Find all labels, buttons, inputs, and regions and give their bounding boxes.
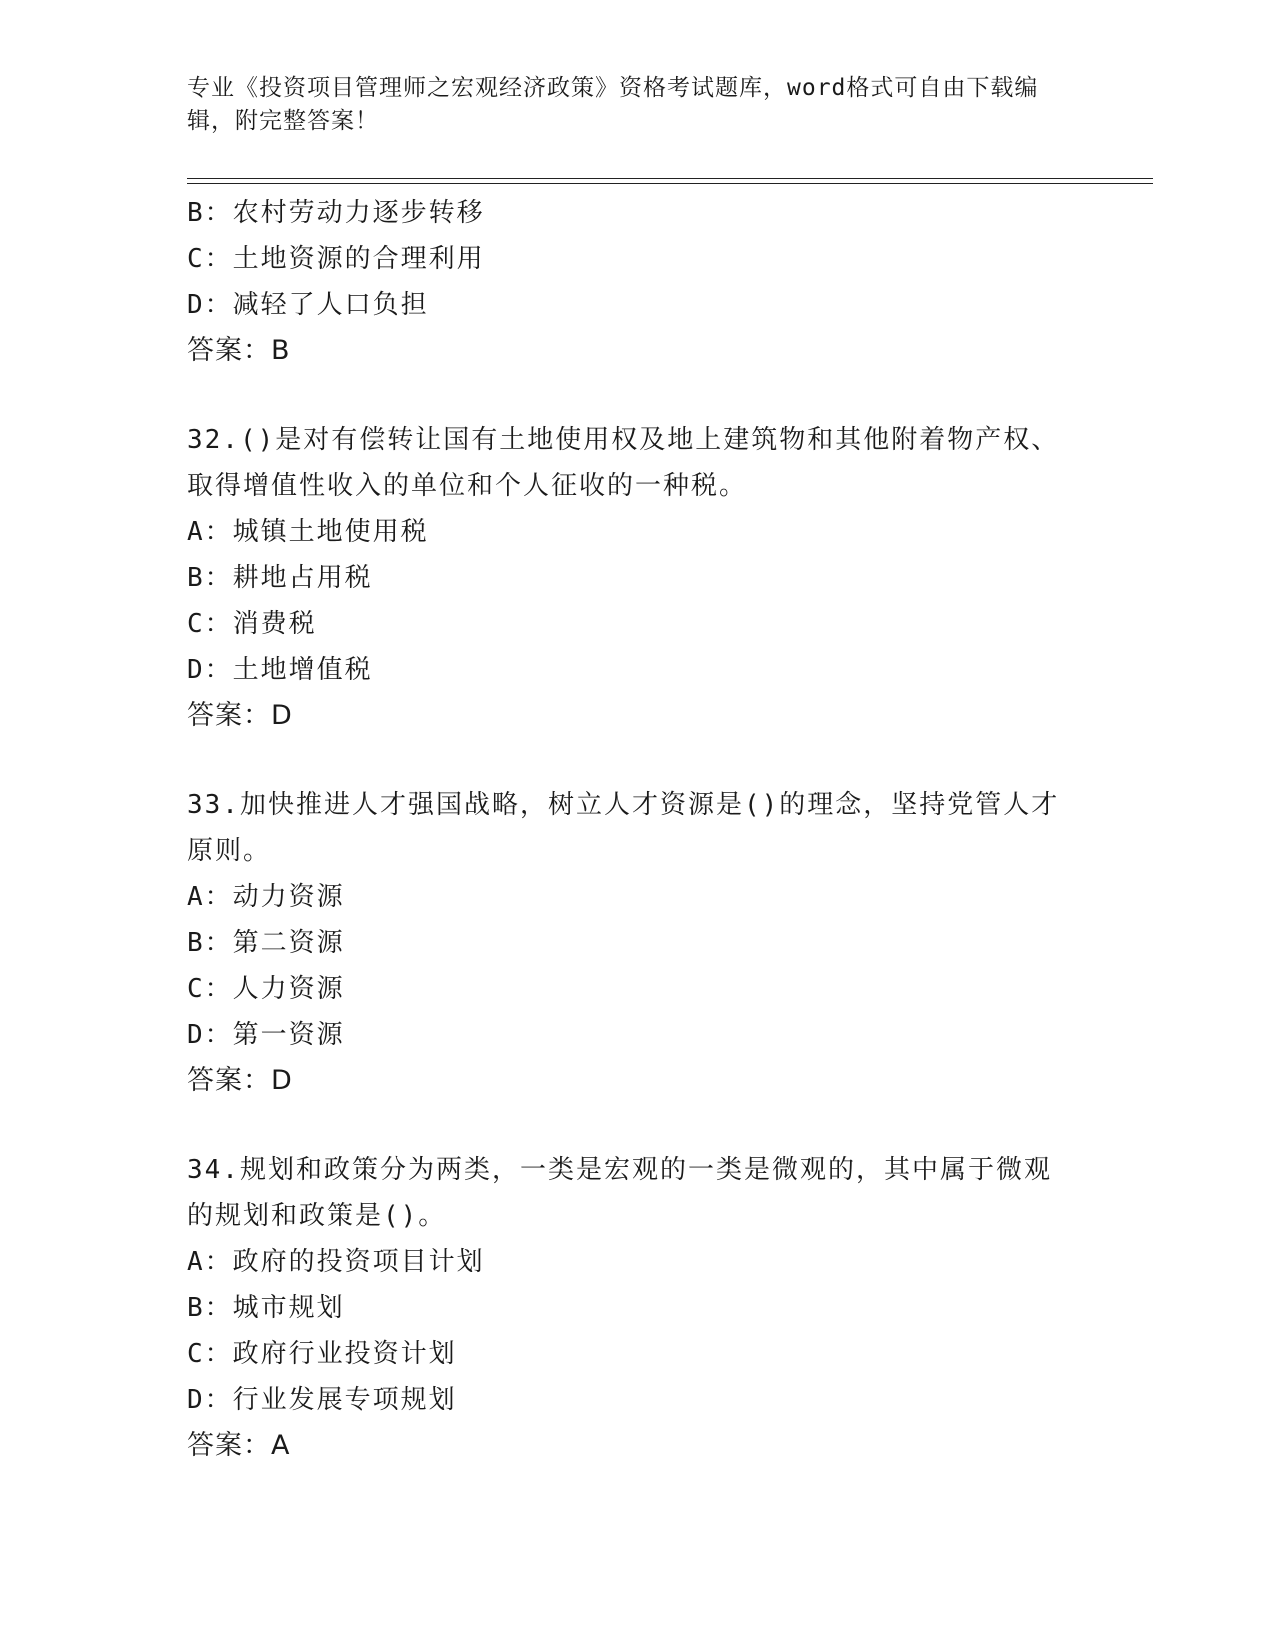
header-divider-top bbox=[187, 178, 1153, 179]
option-d: D：土地增值税 bbox=[187, 655, 373, 685]
question-stem-line-1: 34.规划和政策分为两类，一类是宏观的一类是微观的，其中属于微观 bbox=[187, 1155, 1052, 1185]
question-stem-line-1: 33.加快推进人才强国战略，树立人才资源是()的理念，坚持党管人才 bbox=[187, 790, 1060, 820]
option-d: D：行业发展专项规划 bbox=[187, 1385, 457, 1415]
option-b: B：城市规划 bbox=[187, 1293, 345, 1323]
question-stem-line-2: 取得增值性收入的单位和个人征收的一种税。 bbox=[187, 471, 748, 501]
question-stem bbox=[187, 1147, 1087, 1239]
question-stem-line-2: 原则。 bbox=[187, 836, 272, 866]
answer-line: 答案：D bbox=[187, 700, 293, 731]
option-a: A：城镇土地使用税 bbox=[187, 517, 429, 547]
option-c: C：消费税 bbox=[187, 609, 317, 639]
option-a: A：政府的投资项目计划 bbox=[187, 1247, 485, 1277]
option-c: C：政府行业投资计划 bbox=[187, 1339, 457, 1369]
header-line-1: 专业《投资项目管理师之宏观经济政策》资格考试题库，word格式可自由下载编 bbox=[187, 75, 1039, 101]
question-32 bbox=[187, 417, 1087, 739]
question-stem-line-2: 的规划和政策是()。 bbox=[187, 1201, 447, 1231]
option-d: D：减轻了人口负担 bbox=[187, 290, 429, 320]
document-header bbox=[187, 72, 1077, 138]
header-line-2: 辑，附完整答案！ bbox=[187, 108, 379, 134]
option-a: A：动力资源 bbox=[187, 882, 345, 912]
question-33 bbox=[187, 782, 1087, 1104]
previous-question-tail bbox=[187, 190, 1087, 374]
question-34 bbox=[187, 1147, 1087, 1469]
header-divider-bottom bbox=[187, 183, 1153, 184]
option-c: C：人力资源 bbox=[187, 974, 345, 1004]
question-list bbox=[187, 190, 1087, 1469]
option-d: D：第一资源 bbox=[187, 1020, 345, 1050]
question-stem-line-1: 32.()是对有偿转让国有土地使用权及地上建筑物和其他附着物产权、 bbox=[187, 425, 1060, 455]
option-c: C：土地资源的合理利用 bbox=[187, 244, 485, 274]
answer-line: 答案：A bbox=[187, 1430, 291, 1461]
question-stem bbox=[187, 782, 1087, 874]
answer-line: 答案：D bbox=[187, 1065, 293, 1096]
question-stem bbox=[187, 417, 1087, 509]
option-b: B：农村劳动力逐步转移 bbox=[187, 198, 485, 228]
option-b: B：耕地占用税 bbox=[187, 563, 373, 593]
option-b: B：第二资源 bbox=[187, 928, 345, 958]
answer-line: 答案：B bbox=[187, 335, 291, 366]
